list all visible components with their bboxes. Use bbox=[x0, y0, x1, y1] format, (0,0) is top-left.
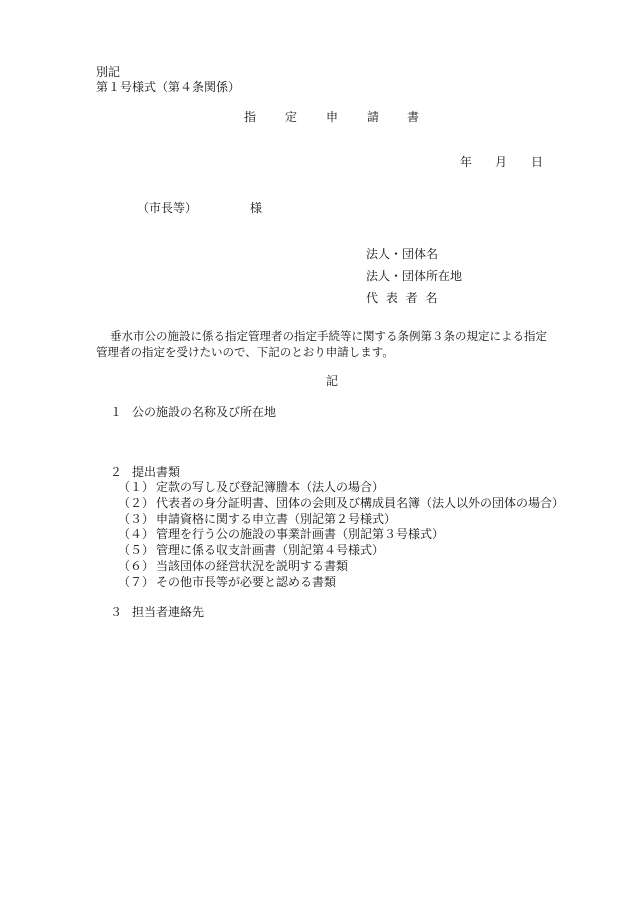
item-text: 申請資格に関する申立書（別記第２号様式） bbox=[156, 512, 397, 526]
list-item bbox=[118, 512, 396, 527]
item-text: 代表者の身分証明書、団体の会則及び構成員名簿（法人以外の団体の場合） bbox=[156, 496, 565, 510]
body-text-line1: 垂水市公の施設に係る指定管理者の指定手続等に関する条例第３条の規定による指定 bbox=[110, 329, 547, 343]
list-item bbox=[118, 543, 384, 558]
item-number: （２） bbox=[118, 496, 155, 510]
list-item bbox=[118, 575, 336, 590]
item-number: （７） bbox=[118, 575, 155, 589]
applicant-corp-address: 法人・団体所在地 bbox=[366, 269, 463, 283]
title-char: 指 bbox=[244, 110, 257, 124]
item-number: （３） bbox=[118, 512, 155, 526]
applicant-corp-name: 法人・団体名 bbox=[366, 247, 439, 261]
date-year: 年 bbox=[460, 155, 473, 169]
title-char: 定 bbox=[285, 110, 298, 124]
list-item bbox=[118, 480, 384, 495]
addressee-honorific: 様 bbox=[250, 201, 263, 215]
section-label: 担当者連絡先 bbox=[132, 605, 205, 619]
date-month: 月 bbox=[495, 155, 508, 169]
appendix-label: 別記 bbox=[96, 65, 121, 79]
title-char: 書 bbox=[407, 110, 420, 124]
item-text: 当該団体の経営状況を説明する書類 bbox=[156, 559, 349, 573]
section-label: 公の施設の名称及び所在地 bbox=[132, 405, 277, 419]
list-item bbox=[118, 496, 564, 511]
item-text: その他市長等が必要と認める書類 bbox=[156, 575, 337, 589]
date-day: 日 bbox=[531, 155, 544, 169]
item-number: （６） bbox=[118, 559, 155, 573]
section-number: ２ bbox=[110, 465, 123, 479]
item-text: 定款の写し及び登記簿謄本（法人の場合） bbox=[156, 480, 385, 494]
list-item bbox=[118, 527, 444, 542]
item-number: （５） bbox=[118, 543, 155, 557]
title-char: 請 bbox=[367, 110, 380, 124]
section-label: 提出書類 bbox=[132, 465, 181, 479]
ki-heading: 記 bbox=[326, 374, 339, 388]
addressee-name: （市長等） bbox=[137, 201, 198, 215]
item-number: （１） bbox=[118, 480, 155, 494]
applicant-representative: 代 表 者 名 bbox=[366, 291, 440, 305]
section-number: １ bbox=[110, 405, 123, 419]
item-number: （４） bbox=[118, 527, 155, 541]
title-char: 申 bbox=[326, 110, 339, 124]
list-item bbox=[118, 559, 348, 574]
item-text: 管理を行う公の施設の事業計画書（別記第３号様式） bbox=[156, 527, 445, 541]
form-number: 第１号様式（第４条関係） bbox=[96, 80, 241, 94]
body-text-line2: 管理者の指定を受けたいので、下記のとおり申請します。 bbox=[96, 345, 394, 359]
section-number: ３ bbox=[110, 605, 123, 619]
item-text: 管理に係る収支計画書（別記第４号様式） bbox=[156, 543, 385, 557]
